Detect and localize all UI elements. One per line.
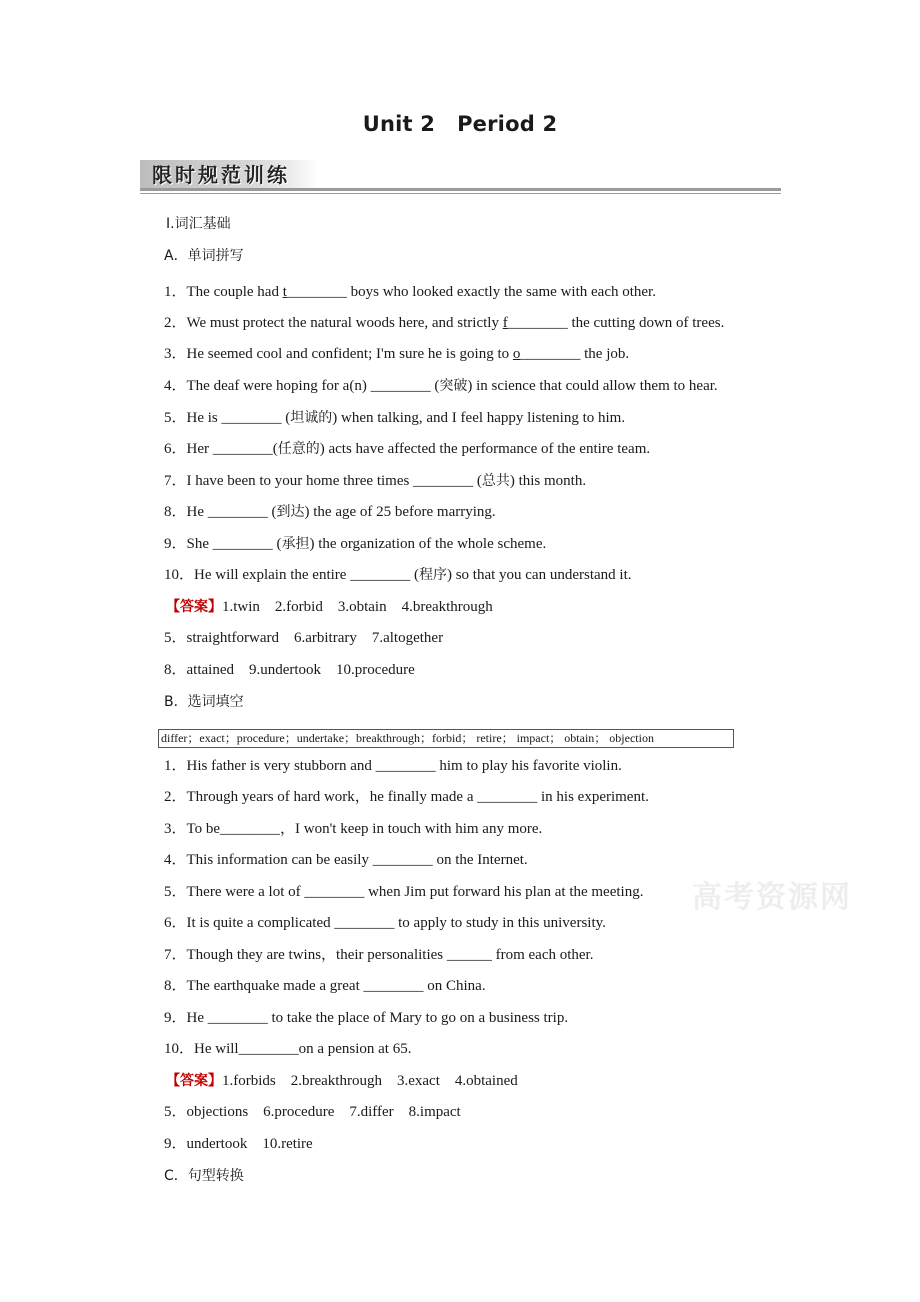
section-banner bbox=[140, 160, 781, 198]
part-a-heading: A．单词拼写 bbox=[164, 248, 244, 264]
word-bank-box: differ；exact；procedure；undertake；breakthrough；forbid； retire； impact； obtain； objection bbox=[158, 729, 734, 748]
question-item: 9．He ________ to take the place of Mary to go on a business trip. bbox=[164, 1010, 569, 1026]
answer-line: 9．undertook 10.retire bbox=[164, 1136, 313, 1152]
question-item: 1．The couple had t________ boys who looked exactly the same with each other. bbox=[164, 284, 656, 300]
unit-label: Unit 2 bbox=[362, 112, 436, 136]
question-item: 2．We must protect the natural woods here, and strictly f________ the cutting down of trees. bbox=[164, 315, 725, 331]
answer-line: 【答案】1.forbids 2.breakthrough 3.exact 4.obtained bbox=[166, 1073, 518, 1089]
answer-line: 5．objections 6.procedure 7.differ 8.impact bbox=[164, 1104, 461, 1120]
answer-line: 5．straightforward 6.arbitrary 7.altogether bbox=[164, 630, 444, 646]
question-item: 6．It is quite a complicated ________ to apply to study in this university. bbox=[164, 915, 606, 931]
section-heading: Ⅰ.词汇基础 bbox=[166, 216, 231, 232]
question-item: 10．He will________on a pension at 65. bbox=[164, 1041, 412, 1057]
page-title bbox=[0, 112, 920, 136]
question-item: 8．The earthquake made a great ________ on China. bbox=[164, 978, 486, 994]
answer-line: 【答案】1.twin 2.forbid 3.obtain 4.breakthrough bbox=[166, 599, 493, 615]
part-c-heading: C．句型转换 bbox=[164, 1168, 244, 1184]
question-item: 5．There were a lot of ________ when Jim put forward his plan at the meeting. bbox=[164, 884, 644, 900]
part-b-heading: B．选词填空 bbox=[164, 694, 244, 710]
question-item: 9．She ________ (承担) the organization of the whole scheme. bbox=[164, 536, 547, 552]
question-item: 6．Her ________(任意的) acts have affected the performance of the entire team. bbox=[164, 441, 651, 457]
question-item: 7．I have been to your home three times ________ (总共) this month. bbox=[164, 473, 587, 489]
answer-tag: 【答案】 bbox=[166, 599, 222, 615]
question-item: 8．He ________ (到达) the age of 25 before marrying. bbox=[164, 504, 496, 520]
question-item: 10．He will explain the entire ________ (程序) so that you can understand it. bbox=[164, 567, 632, 583]
question-item: 5．He is ________ (坦诚的) when talking, and I feel happy listening to him. bbox=[164, 410, 626, 426]
question-item: 2．Through years of hard work，he finally made a ________ in his experiment. bbox=[164, 789, 649, 805]
answer-tag: 【答案】 bbox=[166, 1073, 222, 1089]
banner-rule-thin bbox=[140, 193, 781, 194]
question-item: 4．The deaf were hoping for a(n) ________ (突破) in science that could allow them to hear. bbox=[164, 378, 718, 394]
period-label: Period 2 bbox=[457, 112, 558, 136]
question-item: 4．This information can be easily ________ on the Internet. bbox=[164, 852, 528, 868]
question-item: 3．To be________，I won't keep in touch with him any more. bbox=[164, 821, 543, 837]
banner-label: 限时规范训练 bbox=[140, 160, 318, 188]
banner-rule bbox=[140, 188, 781, 191]
question-item: 3．He seemed cool and confident; I'm sure he is going to o________ the job. bbox=[164, 346, 630, 362]
answer-line: 8．attained 9.undertook 10.procedure bbox=[164, 662, 415, 678]
question-item: 1．His father is very stubborn and ________ him to play his favorite violin. bbox=[164, 758, 622, 774]
watermark: 高考资源网 bbox=[692, 880, 852, 915]
question-item: 7．Though they are twins，their personalities ______ from each other. bbox=[164, 947, 594, 963]
